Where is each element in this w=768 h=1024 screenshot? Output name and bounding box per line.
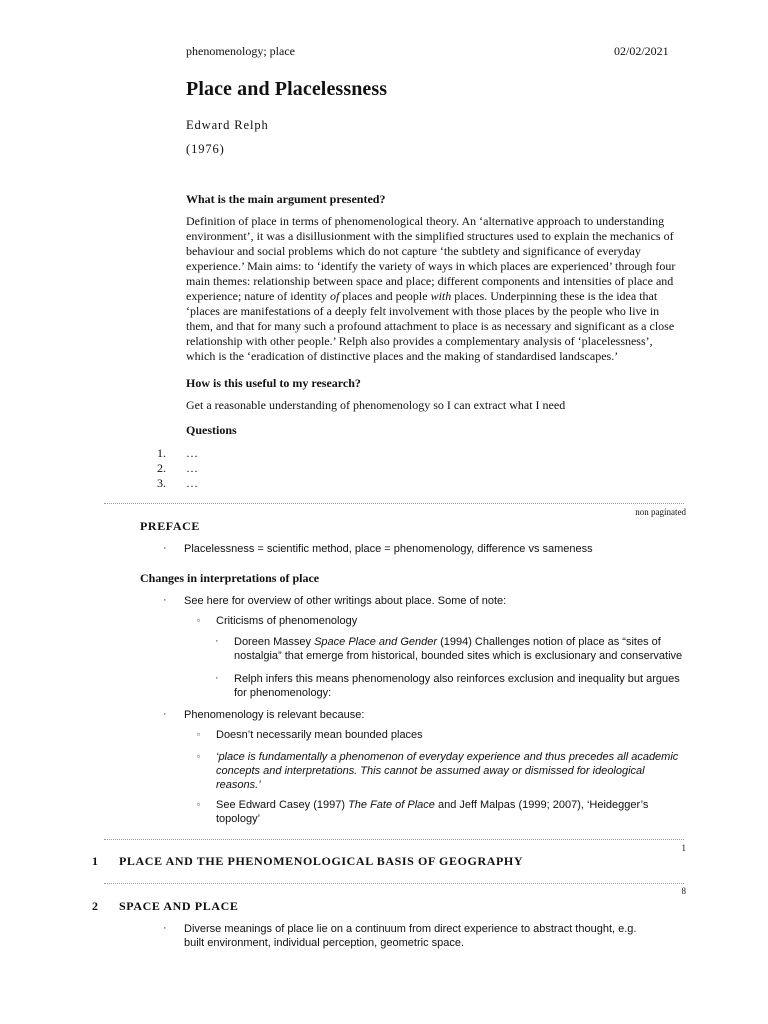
document-title: Place and Placelessness (186, 78, 388, 100)
quote-bullet: ‘place is fundamentally a phenomenon of everyday experience and thus precedes all academic concepts and interpretations. This cannot be assumed away or dismissed for ideological reasons.’ (216, 751, 679, 791)
main-argument-heading: What is the main argument presented? (186, 192, 386, 206)
question-number: 3. (157, 476, 166, 490)
question-text: … (186, 476, 198, 490)
square-bullet-icon: ▫ (197, 800, 200, 809)
useful-heading: How is this useful to my research? (186, 376, 361, 390)
section-divider (104, 839, 684, 840)
page-marker: non paginated (635, 507, 686, 517)
page-marker: 1 (681, 843, 686, 853)
preface-bullet: Placelessness = scientific method, place = phenomenology, difference vs sameness (184, 543, 593, 555)
bullet-icon: · (163, 922, 167, 934)
bullet-icon: · (163, 542, 167, 554)
author: Edward Relph (186, 118, 269, 132)
relevant-bullet: Phenomenology is relevant because: (184, 709, 365, 721)
relph-bullet: Relph infers this means phenomenology also reinforces exclusion and inequality but argues for phenomenology: (234, 673, 680, 699)
bullet-icon: · (163, 708, 167, 720)
space-place-bullet: Diverse meanings of place lie on a continuum from direct experience to abstract thought, e.g. built environment, individual perception, geometric space. (184, 923, 637, 949)
page-marker: 8 (681, 886, 686, 896)
questions-heading: Questions (186, 423, 237, 437)
bullet-icon: · (163, 594, 167, 606)
overview-bullet: See here for overview of other writings about place. Some of note: (184, 595, 507, 607)
chapter-number: 2 (92, 899, 99, 913)
main-argument-paragraph: Definition of place in terms of phenomenological theory. An ‘alternative approach to understanding environment’, it was a disillusionment with the simplified structures used to explain the mechanics of behaviour and social problems which do not capture ‘the subtlety and significance of everyday experience.’ Main aims: to ‘identify the variety of ways in which places are experienced’ through four main themes: relationship between space and place; different components and intensities of place and experience; nature of identity of places and people with places. Underpinning these is the idea that ‘places are manifestations of a deeply felt involvement with those places by the people who live in them, and that for many such a profound attachment to place is as necessary and significant as a close relationship with other people.’ Relph also provides a complementary analysis of ‘placelessness’, which is the ‘eradication of distinctive places and the making of standardised landscapes.’ (186, 214, 676, 363)
question-number: 2. (157, 461, 166, 475)
chapter-title: PLACE AND THE PHENOMENOLOGICAL BASIS OF GEOGRAPHY (119, 854, 524, 868)
header-date: 02/02/2021 (614, 44, 669, 58)
bounded-bullet: Doesn’t necessarily mean bounded places (216, 729, 423, 741)
chapter-number: 1 (92, 854, 99, 868)
section-divider (104, 883, 684, 884)
bullet-icon: · (215, 635, 219, 647)
square-bullet-icon: ▫ (197, 616, 200, 625)
publication-year: (1976) (186, 142, 225, 156)
casey-bullet: See Edward Casey (1997) The Fate of Place and Jeff Malpas (1999; 2007), ‘Heidegger’s topology’ (216, 799, 649, 825)
question-number: 1. (157, 446, 166, 460)
preface-heading: PREFACE (140, 519, 200, 533)
useful-text: Get a reasonable understanding of phenomenology so I can extract what I need (186, 398, 566, 412)
interpretations-subheading: Changes in interpretations of place (140, 571, 320, 585)
bullet-icon: · (215, 672, 219, 684)
square-bullet-icon: ▫ (197, 752, 200, 761)
chapter-title: SPACE AND PLACE (119, 899, 239, 913)
section-divider (104, 503, 684, 504)
square-bullet-icon: ▫ (197, 730, 200, 739)
question-text: … (186, 461, 198, 475)
massey-bullet: Doreen Massey Space Place and Gender (1994) Challenges notion of place as “sites of nostalgia” that emerge from historical, bounded sites which is exclusionary and conservative (234, 636, 683, 662)
question-text: … (186, 446, 198, 460)
criticisms-bullet: Criticisms of phenomenology (216, 615, 358, 627)
header-tags: phenomenology; place (186, 44, 295, 58)
